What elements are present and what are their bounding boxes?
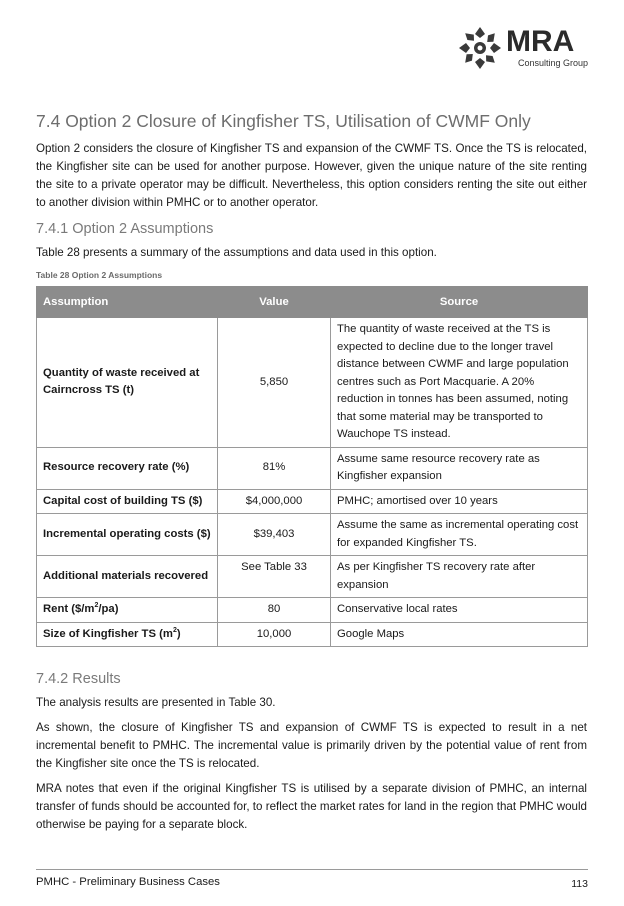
assumption-text: Rent ($/m — [43, 603, 95, 615]
source-cell: PMHC; amortised over 10 years — [331, 489, 588, 514]
source-cell: Assume same resource recovery rate as Kingfisher expansion — [331, 447, 588, 489]
results-paragraph-1: The analysis results are presented in Table 30. — [36, 696, 276, 709]
table-row — [37, 622, 588, 647]
assumption-cell: Capital cost of building TS ($) — [37, 489, 218, 514]
logo-subtitle: Consulting Group — [518, 58, 589, 68]
table-caption: Table 28 Option 2 Assumptions — [36, 270, 163, 280]
value-cell: 5,850 — [218, 318, 331, 448]
assumption-cell — [37, 598, 218, 623]
logo-name: MRA — [506, 25, 575, 58]
assumption-cell: Incremental operating costs ($) — [37, 514, 218, 556]
superscript: 2 — [172, 626, 177, 634]
table-row — [37, 447, 588, 489]
section-title: 7.4 Option 2 Closure of Kingfisher TS, Utilisation of CWMF Only — [36, 111, 531, 131]
source-cell: Conservative local rates — [331, 598, 588, 623]
company-logo — [456, 22, 588, 74]
table-row — [37, 489, 588, 514]
assumption-text: Size of Kingfisher TS (m — [43, 627, 173, 640]
value-cell: 80 — [218, 598, 331, 623]
assumptions-intro: Table 28 presents a summary of the assumptions and data used in this option. — [36, 246, 437, 259]
footer-document-title: PMHC - Preliminary Business Cases — [36, 876, 220, 888]
table-row — [37, 318, 588, 448]
assumption-text-end: /pa) — [98, 603, 119, 615]
assumption-text-end: ) — [176, 627, 181, 640]
results-paragraph-3: MRA notes that even if the original Kingfisher TS is utilised by a separate division of PMHC, an internal transfer of funds should be accounted for, to reflect the market rates for land in the region that PMHC would otherwise be paying for a separate block. — [36, 782, 587, 831]
superscript: 2 — [94, 602, 99, 610]
results-heading: 7.4.2 Results — [36, 671, 121, 687]
value-cell: $39,403 — [218, 514, 331, 556]
results-paragraph-2: As shown, the closure of Kingfisher TS and expansion of CWMF TS is expected to result in a net incremental benefit to PMHC. The incremental value is primarily driven by the potential value of rent from the Kingfisher site once the TS is relocated. — [36, 721, 587, 770]
header-value: Value — [218, 287, 331, 318]
assumption-cell: Resource recovery rate (%) — [37, 447, 218, 489]
source-cell: The quantity of waste received at the TS is expected to decline due to the longer travel distance between CWMF and large population centres such as Port Macquarie. A 20% reduction in tonnes has been assumed, noting that some material may be transported to Wauchope TS instead. — [331, 318, 588, 448]
value-cell: 10,000 — [218, 622, 331, 647]
table-row — [37, 598, 588, 623]
assumption-cell: Additional materials recovered — [37, 556, 218, 598]
footer-divider — [36, 869, 588, 870]
logo-globe-icon — [456, 24, 504, 72]
page-number: 113 — [571, 878, 588, 890]
value-cell: 81% — [218, 447, 331, 489]
assumption-cell: Quantity of waste received at Cairncross TS (t) — [37, 318, 218, 448]
assumptions-heading: 7.4.1 Option 2 Assumptions — [36, 221, 214, 237]
assumptions-table — [36, 286, 588, 647]
source-cell: As per Kingfisher TS recovery rate after expansion — [331, 556, 588, 598]
value-cell: $4,000,000 — [218, 489, 331, 514]
value-cell: See Table 33 — [218, 556, 331, 598]
section-intro: Option 2 considers the closure of Kingfisher TS and expansion of the CWMF TS. Once the TS is relocated, the Kingfisher site can be used for another purpose. However, given the unique nature of the site renting the site to a private operator may be difficult. Nevertheless, this option considers renting the site out either to another division within PMHC or to another operator. — [36, 142, 587, 209]
page-content — [36, 110, 587, 841]
table-header-row — [37, 287, 588, 318]
table-row — [37, 556, 588, 598]
header-source: Source — [331, 287, 588, 318]
assumption-cell — [37, 622, 218, 647]
header-assumption: Assumption — [37, 287, 218, 318]
source-cell: Google Maps — [331, 622, 588, 647]
source-cell: Assume the same as incremental operating cost for expanded Kingfisher TS. — [331, 514, 588, 556]
table-row — [37, 514, 588, 556]
